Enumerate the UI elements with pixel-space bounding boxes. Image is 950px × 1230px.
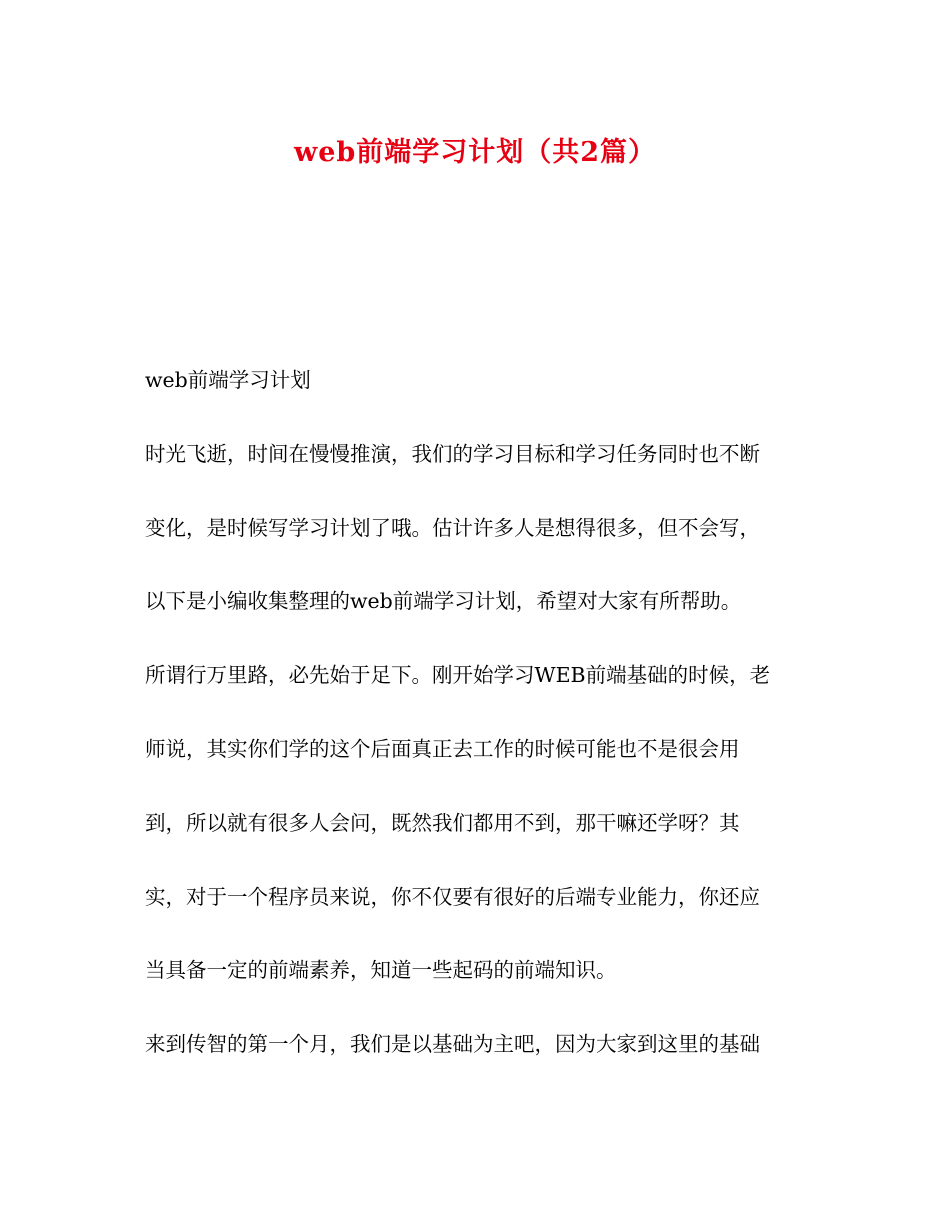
body-text-line: 实，对于一个程序员来说，你不仅要有很好的后端专业能力，你还应 <box>145 884 760 909</box>
body-text-line: 以下是小编收集整理的web前端学习计划，希望对大家有所帮助。 <box>145 589 742 614</box>
body-text-line: 变化，是时候写学习计划了哦。估计许多人是想得很多，但不会写， <box>145 515 760 540</box>
section-heading: web前端学习计划 <box>145 368 311 392</box>
body-text-line: 当具备一定的前端素养，知道一些起码的前端知识。 <box>145 958 617 983</box>
body-text-line: 师说，其实你们学的这个后面真正去工作的时候可能也不是很会用 <box>145 736 740 761</box>
body-text-line: 时光飞逝，时间在慢慢推演，我们的学习目标和学习任务同时也不断 <box>145 441 760 466</box>
document-title: web前端学习计划（共2篇） <box>293 137 657 168</box>
body-text-line: 来到传智的第一个月，我们是以基础为主吧，因为大家到这里的基础 <box>145 1032 760 1057</box>
document-body <box>145 362 815 1100</box>
body-text-line: 所谓行万里路，必先始于足下。刚开始学习WEB前端基础的时候，老 <box>145 663 771 688</box>
body-text-line: 到，所以就有很多人会问，既然我们都用不到，那干嘛还学呀？其 <box>145 810 740 835</box>
